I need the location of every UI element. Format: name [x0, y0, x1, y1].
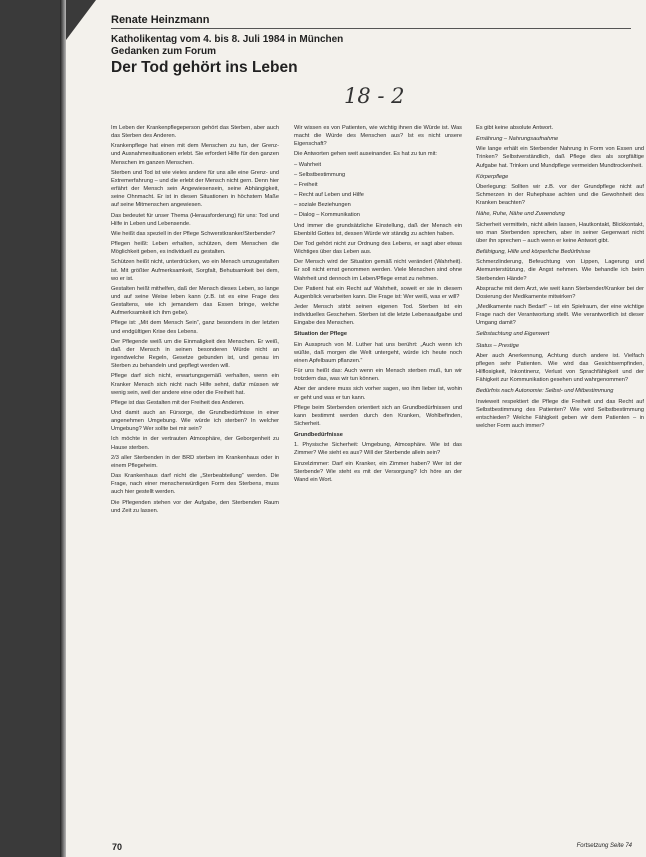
- paragraph: Für uns heißt das: Auch wenn ein Mensch sterben muß, tun wir trotzdem das, was wir tun können.: [294, 368, 462, 383]
- paragraph: Gestalten heißt mithelfen, daß der Mensch dieses Leben, so lange und auf seine Weise leben kann (z.B. ist es eine Frage des Gestaltens, wie ich jemandem das Essen bringe, welche Aufmerksamkeit ich ihm gebe).: [111, 285, 279, 317]
- paragraph: Und immer die grundsätzliche Einstellung, daß der Mensch ein Ebenbild Gottes ist, dessen Würde wir ständig zu achten haben.: [294, 222, 462, 237]
- paragraph: Aber auch Anerkennung, Achtung durch andere ist. Vielfach pflegen sehr Patienten. Wie wird das Gesichtsempfinden, Hilflosigkeit, Inkontinenz, Verlust von Sprachfähigkeit und der Fähigkeit zur Kommunikation gesehen und wahrgenommen?: [476, 352, 644, 384]
- paragraph: Der Mensch wird der Situation gemäß nicht verändert (Wahrheit). Er soll nicht ernst genommen werden. Viele Menschen sind ohne Wahrheit und dennoch im Leben/Pflege ernst zu nehmen.: [294, 259, 462, 282]
- paragraph: Schmerzlinderung, Befeuchtung von Lippen, Lagerung und Atemunterstützung, die Angst nehmen. Wie behandle ich beim Sterbenden Hände?: [476, 259, 644, 282]
- subtitle-line-1: Katholikentag vom 4. bis 8. Juli 1984 in München: [111, 34, 344, 45]
- paragraph: Sicherheit vermitteln, nicht allein lassen, Hautkontakt, Blickkontakt, wo man Sterbenden sprechen, aber in seiner Gegenwart nicht über ihn sprechen – auch wenn er keine Antwort gibt.: [476, 221, 644, 244]
- paragraph: Der Patient hat ein Recht auf Wahrheit, soweit er sie in diesem Augenblick verarbeiten kann. Die Frage ist: Wer weiß, was er will?: [294, 285, 462, 300]
- handwritten-note: 18 - 2: [344, 84, 405, 108]
- subheading: Befähigung, Hilfe und körperliche Bedürfnisse: [476, 249, 591, 256]
- document-page: [66, 0, 646, 857]
- paragraph: Es gibt keine absolute Antwort.: [476, 125, 554, 131]
- paragraph: Sterben und Tod ist wie vieles andere für uns alle eine Grenz- und Extremerfahrung – und die erlebt der Mensch nicht gern. Denn hier erfährt der Mensch sein Angewiesensein, seine Abhängigkeit, seine Ohnmacht. Er ist in diesen Situationen in höchstem Maße auf seine Mitmenschen angewiesen.: [111, 169, 279, 209]
- article-title: Der Tod gehört ins Leben: [111, 59, 298, 76]
- page-number: 70: [112, 842, 123, 852]
- list-item: – Wahrheit: [294, 161, 322, 168]
- event-subtitle: [111, 34, 343, 58]
- paragraph: Wie heißt das speziell in der Pflege Schwerstkranker/Sterbender?: [111, 230, 276, 237]
- subheading: Status – Prestige: [476, 342, 519, 349]
- list-item: – Selbstbestimmung: [294, 171, 346, 178]
- paragraph: Und damit auch an Fürsorge, die Grundbedürfnisse in einer angenehmen Umgebung. Wie würde ich sterben? In welcher Umgebung? Wer sollte bei mir sein?: [111, 410, 279, 433]
- paragraph: Krankenpflege hat einen mit dem Menschen zu tun, der Grenz- und Ausnahmesituationen erlebt. Sie erfordert Hilfe für den ganzen Menschen im ganzen Menschen.: [111, 143, 279, 166]
- paragraph: 2/3 aller Sterbenden in der BRD sterben im Krankenhaus oder in einem Pflegeheim.: [111, 454, 279, 469]
- author-name: Renate Heinzmann: [111, 14, 210, 26]
- subheading: Nähe, Ruhe, Nähe und Zuwendung: [476, 211, 565, 218]
- paragraph: Wie lange erhält ein Sterbender Nahrung in Form von Essen und Trinken? Selbstverständlich, daß Pflege dies als sorgfältige Aufgabe hat. Trinken und Mundpflege vermeiden Mundtrockenheit.: [476, 146, 644, 169]
- paragraph: Jeder Mensch stirbt seinen eigenen Tod. Sterben ist ein individuelles Geschehen. Sterben ist die letzte Lebensaufgabe und Eingabe des Menschen.: [294, 303, 462, 327]
- subheading: Körperpflege: [476, 173, 509, 180]
- paragraph: Aber der andere muss sich vorher sagen, wo ihm lieber ist, wohin er geht und was er tun kann.: [294, 386, 462, 401]
- paragraph: „Medikamente nach Bedarf“ – ist ein Spielraum, der eine wichtige Frage nach der Verantwortung stellt. Wie verantwortlich ist dieser Umgang damit?: [476, 303, 644, 327]
- list-item: – Dialog – Kommunikation: [294, 212, 360, 219]
- subheading: Bedürfnis nach Autonomie: Selbst- und Mitbestimmung: [476, 388, 614, 395]
- list-item: – Recht auf Leben und Hilfe: [294, 192, 364, 199]
- list-item: – Freiheit: [294, 181, 318, 188]
- text-column-1: [111, 124, 279, 836]
- section-heading: Situation der Pflege: [294, 331, 347, 338]
- paragraph: Der Tod gehört nicht zur Ordnung des Lebens, er sagt aber etwas Wichtiges über das Leben aus.: [294, 240, 462, 256]
- subheading: Ernährung – Nahrungsaufnahme: [476, 136, 559, 143]
- text-column-3: [476, 124, 644, 836]
- paragraph: Einzelzimmer: Darf ein Kranker, ein Zimmer haben? Wer ist der Sterbende? Wie steht es mit der Versorgung? Ich höre an der Wand ein Wort.: [294, 460, 462, 483]
- paragraph: Der Pflegende weiß um die Einmaligkeit des Menschen. Er weiß, daß der Mensch in seinen besonderen Würde nicht an irgendwelche Regeln, Gesetze gebunden ist, und genau im Sterben zu behandeln und gepflegt werden will.: [111, 338, 279, 370]
- paragraph: Das bedeutet für unser Thema (Herausforderung) für uns: Tod und Hilfe in Leben und Lebensende.: [111, 212, 279, 227]
- paragraph: Die Antworten gehen weit auseinander. Es hat zu tun mit:: [294, 151, 437, 158]
- paragraph: Inwieweit respektiert die Pflege die Freiheit und das Recht auf Selbstbestimmung des Patienten? Wie wird Selbstbestimmung entschieden? Welche Fähigkeit geben wir dem Patienten – in welcher Form auch immer?: [476, 398, 644, 429]
- paragraph: Im Leben der Krankenpflegeperson gehört das Sterben, aber auch das Sterben des Anderen.: [111, 125, 279, 140]
- paragraph: Absprache mit dem Arzt, wie weit kann Sterbender/Kranker bei der Dosierung der Medikamente mitwirken?: [476, 285, 644, 300]
- paragraph: Ich möchte in der vertrauten Atmosphäre, der Geborgenheit zu Hause sterben.: [111, 436, 279, 451]
- paragraph: Pflege beim Sterbenden orientiert sich an Grundbedürfnissen und kann bestimmt werden durch den Kranken, Wohlbefinden, Sicherheit.: [294, 404, 462, 427]
- paragraph: Schützen heißt nicht, unterdrücken, wo ein Mensch umzugestalten ist. Mit größter Aufmerksamkeit, Sorgfalt, Behutsamkeit bei dem, wo er ist.: [111, 259, 279, 282]
- paragraph: Pflegen heißt: Leben erhalten, schützen, dem Menschen die Möglichkeit geben, es individuell zu gestalten.: [111, 241, 279, 256]
- paragraph: Pflege ist: „Mit dem Mensch Sein“, ganz besonders in der letzten und endgültigen Krise des Lebens.: [111, 320, 279, 335]
- paragraph: Wir wissen es von Patienten, wie wichtig ihnen die Würde ist. Was macht die Würde des Menschen aus? Ist es nicht unsere Eigenschaft?: [294, 125, 462, 148]
- paragraph: Überlegung: Sollten wir z.B. vor der Grundpflege nicht auf Schmerzen in der Ruhephase achten und die Gewohnheit des Kranken beachten?: [476, 183, 644, 207]
- list-item: – soziale Beziehungen: [294, 202, 351, 209]
- section-heading: Grundbedürfnisse: [294, 432, 343, 439]
- folded-corner: [66, 0, 96, 40]
- paragraph: Das Krankenhaus darf nicht die „Sterbeabteilung“ werden. Die Frage, nach einer menschenwürdigen Form des Sterbens, muss auch hier gestellt werden.: [111, 473, 279, 496]
- subheading: Selbstachtung und Eigenwert: [476, 331, 550, 338]
- paragraph: Die Pflegenden stehen vor der Aufgabe, den Sterbenden Raum und Zeit zu lassen.: [111, 499, 279, 514]
- continuation-note: Fortsetzung Seite 74: [576, 843, 632, 849]
- paragraph: Ein Ausspruch von M. Luther hat uns berührt: „Auch wenn ich wüßte, daß morgen die Welt untergeht, würde ich heute noch einen Apfelbaum pflanzen.“: [294, 341, 462, 364]
- paragraph: 1. Physische Sicherheit: Umgebung, Atmosphäre. Wie ist das Zimmer? Wie sieht es aus? Will der Sterbende allein sein?: [294, 442, 462, 457]
- subtitle-line-2: Gedanken zum Forum: [111, 46, 217, 57]
- paragraph: Pflege darf sich nicht, erwartungsgemäß verhalten, wenn ein Kranker Mensch sich nicht nach Hilfe sehnt, dafür müssen wir wenig sein, weil der andere eine oder die Freiheit hat.: [111, 373, 279, 396]
- header-rule: [111, 28, 631, 29]
- text-column-2: [294, 124, 462, 836]
- paragraph: Pflege ist das Gestalten mit der Freiheit des Anderen.: [111, 399, 245, 406]
